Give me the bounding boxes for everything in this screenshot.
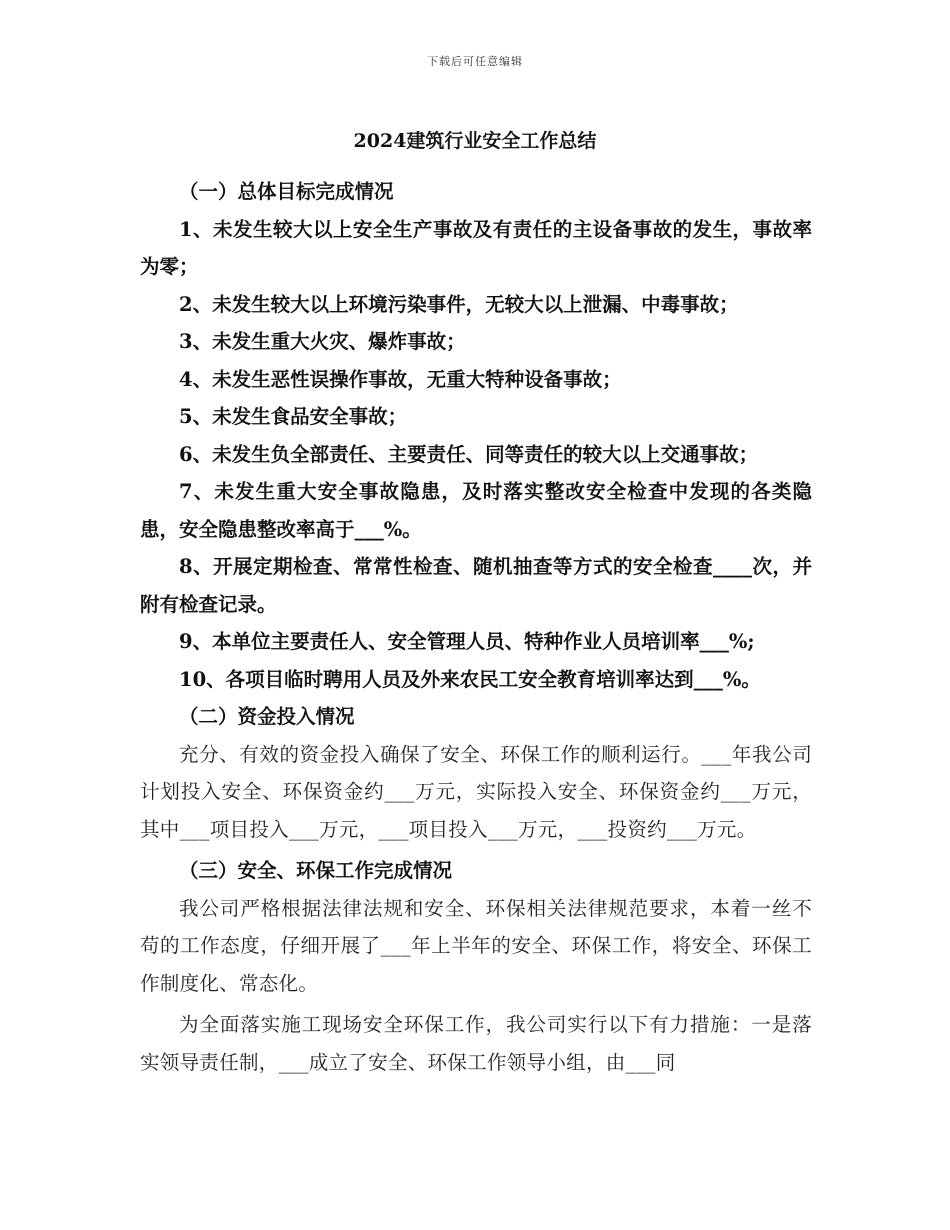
goal-item-1: 1、未发生较大以上安全生产事故及有责任的主设备事故的发生，事故率为零； bbox=[140, 217, 812, 278]
safety-work-paragraph-2: 为全面落实施工现场安全环保工作，我公司实行以下有力措施：一是落实领导责任制，___成立了安全、环保工作领导小组，由___同 bbox=[140, 1013, 812, 1074]
document-title: 2024建筑行业安全工作总结 bbox=[353, 130, 597, 152]
goal-item-6: 6、未发生负全部责任、主要责任、同等责任的较大以上交通事故； bbox=[179, 442, 759, 466]
header-note: 下载后可任意编辑 bbox=[427, 55, 523, 68]
goal-item-7: 7、未发生重大安全事故隐患，及时落实整改安全检查中发现的各类隐患，安全隐患整改率高于___%。 bbox=[140, 480, 812, 541]
document-body bbox=[140, 173, 812, 1081]
funding-paragraph: 充分、有效的资金投入确保了安全、环保工作的顺利运行。___年我公司计划投入安全、环保资金约___万元，实际投入安全、环保资金约___万元，其中___项目投入___万元，___项目投入___万元，___投资约___万元。 bbox=[140, 742, 812, 841]
section-heading-overall-goals: （一）总体目标完成情况 bbox=[179, 180, 394, 203]
section-heading-funding: （二）资金投入情况 bbox=[179, 705, 355, 728]
goal-item-8: 8、开展定期检查、常常性检查、随机抽查等方式的安全检查____次，并附有检查记录。 bbox=[140, 555, 812, 616]
goal-item-4: 4、未发生恶性误操作事故，无重大特种设备事故； bbox=[179, 367, 622, 391]
safety-work-paragraph-1: 我公司严格根据法律法规和安全、环保相关法律规范要求，本着一丝不苟的工作态度，仔细开展了___年上半年的安全、环保工作，将安全、环保工作制度化、常态化。 bbox=[140, 896, 812, 995]
goal-item-10: 10、各项目临时聘用人员及外来农民工安全教育培训率达到___%。 bbox=[179, 667, 761, 691]
section-heading-safety-work: （三）安全、环保工作完成情况 bbox=[179, 859, 453, 882]
goal-item-3: 3、未发生重大火灾、爆炸事故； bbox=[179, 330, 466, 353]
goal-item-5: 5、未发生食品安全事故； bbox=[179, 405, 408, 428]
goal-item-9: 9、本单位主要责任人、安全管理人员、特种作业人员培训率___%; bbox=[179, 630, 755, 653]
goal-item-2: 2、未发生较大以上环境污染事件，无较大以上泄漏、中毒事故； bbox=[179, 292, 739, 316]
